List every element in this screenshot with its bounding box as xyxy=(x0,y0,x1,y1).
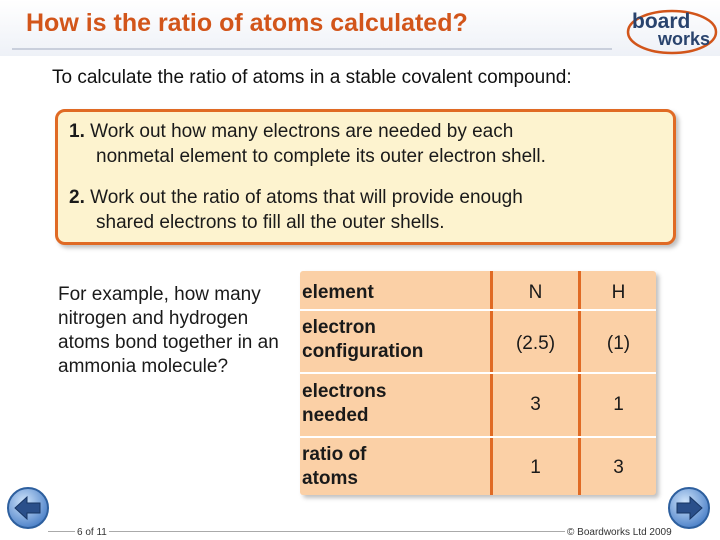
copyright: © Boardworks Ltd 2009 xyxy=(567,527,672,538)
step-2-line2: shared electrons to fill all the outer shells. xyxy=(96,212,445,233)
table-cell-h: 3 xyxy=(613,457,624,478)
table-row-divider xyxy=(300,372,656,374)
table-cell-n: (2.5) xyxy=(515,333,556,354)
table-cell-h: 1 xyxy=(613,394,624,415)
row-1-label-line2: configuration xyxy=(302,341,424,362)
row-2-label-line1: electrons xyxy=(302,381,387,402)
title-divider xyxy=(12,48,612,50)
intro-text: To calculate the ratio of atoms in a stable covalent compound: xyxy=(52,67,572,88)
table-row-divider xyxy=(300,309,656,311)
table-row-label xyxy=(302,380,386,428)
steps-box xyxy=(55,109,676,245)
arrow-right-icon xyxy=(667,486,711,530)
step-1-line2: nonmetal element to complete its outer electron shell. xyxy=(96,146,546,167)
row-3-label-line2: atoms xyxy=(302,468,358,489)
previous-slide-button[interactable] xyxy=(6,486,50,530)
boardworks-logo xyxy=(626,8,718,56)
next-slide-button[interactable] xyxy=(667,486,711,530)
logo-text-board: board xyxy=(632,10,691,33)
row-2-label-line2: needed xyxy=(302,405,369,426)
table-cell-h: (1) xyxy=(606,333,631,354)
table-cell-n: 1 xyxy=(530,457,541,478)
table-row-divider xyxy=(300,436,656,438)
page-number: 6 of 11 xyxy=(77,527,107,538)
row-1-label-line1: electron xyxy=(302,317,376,338)
slide-title: How is the ratio of atoms calculated? xyxy=(26,9,468,37)
logo-text-works: works xyxy=(658,29,711,49)
step-1-line1: Work out how many electrons are needed by each xyxy=(90,121,514,142)
slide-header xyxy=(0,0,720,56)
table-header-element: element xyxy=(302,282,374,303)
step-2-line1: Work out the ratio of atoms that will provide enough xyxy=(90,187,523,208)
arrow-left-icon xyxy=(6,486,50,530)
step-1 xyxy=(69,119,546,169)
table-cell-n: 3 xyxy=(530,394,541,415)
table-row-label xyxy=(302,443,366,491)
step-2-number: 2. xyxy=(69,187,85,208)
step-1-number: 1. xyxy=(69,121,85,142)
step-2 xyxy=(69,185,523,235)
table-header-n: N xyxy=(528,282,543,303)
table-header-h: H xyxy=(611,282,626,303)
table-row-label xyxy=(302,316,423,364)
row-3-label-line1: ratio of xyxy=(302,444,367,465)
example-question: For example, how many nitrogen and hydrogen atoms bond together in an ammonia molecule? xyxy=(58,284,279,377)
